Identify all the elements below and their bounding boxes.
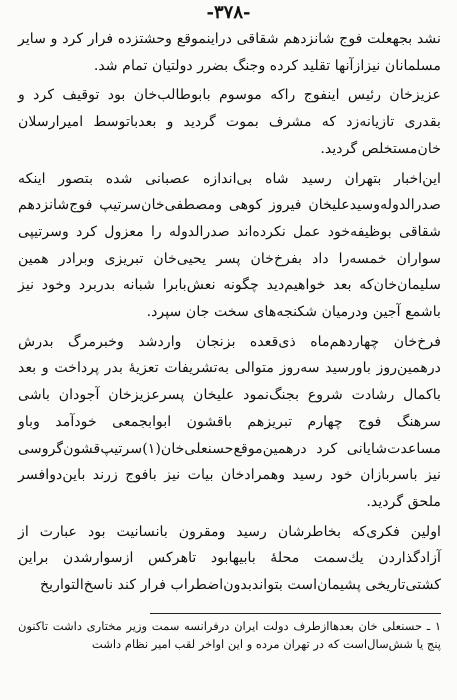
main-text: [18, 26, 441, 599]
paragraph-1: نشد بجهعلت فوج شانزدهم شقاقی دراینموقع وحشتزده فرار کرد و سایر مسلمانان نیزازآنها تقلید کرده وجنگ بضرر دولتیان تمام شد.: [18, 31, 441, 74]
footnote-divider: [150, 613, 441, 614]
footnote: ۱ ـ حسنعلی خان بعدهاازطرف دولت ایران درفرانسه سمت وزیر مختاری داشت تاکنون پنج یا شش‌سال‌است که در تهران مرده و این اواخر لقب امیر نظام داشت: [18, 619, 441, 651]
page-number: -۳۷۸-: [206, 2, 251, 23]
paragraph-5: اولین فکری‌که بخاطرشان رسید ومقرون بانسانیت بود عبارت از آزادگذاردن یك‌سمت محلهٔ بابیهابود تاهرکس ازسوارشدن براین کشتی‌تاریخی پشیمان‌است بتواندبدون‌اضطراب فرار کند ناسخ‌التواریخ: [18, 523, 441, 594]
paragraph-2: عزیزخان رئیس اینفوج راکه موسوم بابوطالب‌خان بود توقیف کرد و بقدری تازیانه‌زد که مشرف بموت گردید و بعدباتوسط امیرارسلان خان‌مستخلص گردید.: [18, 87, 441, 157]
paragraph-4: فرخ‌خان چهاردهم‌ماه ذی‌قعده بزنجان واردشد وخبرمرگ بدرش درهمین‌روز باورسید سه‌روز متوالی به‌تشریفات تعزیهٔ بدر پرداخت و بعد باکمال رشادت شروع بجنگ‌نمود علیخان پسرعزیزخان آجودان باشی سرهنگ فوج چهارم تبریزهم باقشون ابوابجمعی خودآمد وباو مساعدت‌شایانی کرد درهمین‌موقع‌حسنعلی‌خان(۱)سرتیپ‌قشون‌گروسی نیز باسربازان خود رسید وهمرادخان بیات نیز بافوج زرند باین‌دوافسر ملحق گردید.: [18, 333, 441, 510]
paragraph-3: این‌اخبار بتهران رسید شاه بی‌اندازه عصبانی شده بتصور اینکه صدرالدوله‌وسیدعلیخان فیروز کوهی ومصطفی‌خان‌سرتیپ فوج‌شانزدهم شقاقی بوظیفه‌خود عمل نکرده‌اند صدرالدوله را معزول کرد وسرتیپی سواران خمسه‌را داد بفرخ‌خان پسر یحیی‌خان تبریزی وبرادر همین سلیمان‌خان‌که بعد خواهیم‌دید چگونه نعش‌بابرا شبانه بدربرد وخود نیز باشمع آجین ودرمیان شکنجه‌های سخت جان سپرد.: [18, 170, 441, 321]
